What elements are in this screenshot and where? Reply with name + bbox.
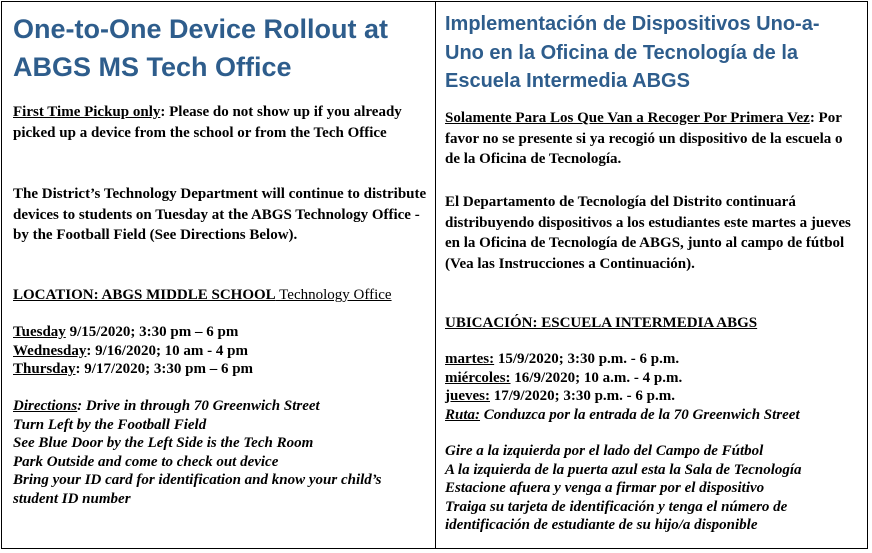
- english-location: [13, 285, 429, 306]
- pickup-label: Solamente Para Los Que Van a Recoger Por Primera Vez: [445, 110, 810, 126]
- schedule-time: : 9/16/2020; 10 am - 4 pm: [86, 342, 249, 359]
- english-district-paragraph: The District’s Technology Department will continue to distribute devices to students on Tuesday at the ABGS Technology Office - by the Football Field (See Directions Below).: [13, 186, 427, 243]
- directions-row: Traiga su tarjeta de identificación y tenga el número de: [445, 498, 788, 515]
- english-directions: [13, 397, 429, 508]
- directions-row: Bring your ID card for identification and know your child’s: [13, 472, 382, 488]
- spanish-title-line: Uno en la Oficina de Tecnología de la: [445, 41, 799, 64]
- directions-row: Turn Left by the Football Field: [13, 416, 207, 433]
- directions-row: student ID number: [13, 490, 131, 507]
- location-label: LOCATION: ABGS MIDDLE SCHOOL: [13, 287, 276, 303]
- schedule-day: Wednesday: [13, 342, 87, 359]
- schedule-day: miércoles:: [445, 369, 511, 386]
- schedule-row: [445, 350, 861, 369]
- spanish-location: UBICACIÓN: ESCUELA INTERMEDIA ABGS: [445, 315, 758, 331]
- schedule-row: [13, 360, 429, 379]
- schedule-time: : 9/17/2020; 3:30 pm – 6 pm: [75, 361, 254, 377]
- schedule-day: Tuesday: [13, 324, 66, 340]
- pickup-text: : Please do not show up if you already picked up a device from the school or from the Tech Office: [13, 104, 402, 141]
- spanish-district-paragraph: El Departamento de Tecnología del Distrito continuará distribuyendo dispositivos a los estudiantes este martes a jueves en la Oficina de Tecnología de ABGS, junto al campo de fútbol (Vea las Instrucciones a Continuación).: [445, 194, 851, 272]
- spanish-pickup-notice: [445, 108, 861, 170]
- english-schedule: [13, 323, 429, 379]
- schedule-row: [445, 369, 861, 388]
- schedule-row: [445, 387, 861, 406]
- route-row: [445, 406, 861, 425]
- spanish-directions: [445, 442, 861, 535]
- spanish-title-line: Implementación de Dispositivos Uno-a-: [445, 13, 820, 35]
- location-tail: Technology Office: [275, 287, 392, 303]
- directions-row: Estacione afuera y venga a firmar por el dispositivo: [445, 480, 765, 496]
- schedule-time: 9/15/2020; 3:30 pm – 6 pm: [65, 324, 239, 340]
- english-title: [13, 10, 428, 86]
- english-column: [2, 2, 436, 548]
- directions-text: : Drive in through 70 Greenwich Street: [77, 398, 320, 414]
- schedule-time: 16/9/2020; 10 a.m. - 4 p.m.: [510, 369, 683, 386]
- directions-row: Gire a la izquierda por el lado del Campo de Fútbol: [445, 443, 764, 459]
- pickup-label: First Time Pickup only: [13, 104, 161, 120]
- directions-row: identificación de estudiante de su hijo/a disponible: [445, 517, 758, 533]
- flyer-table: [1, 1, 868, 549]
- spanish-column: [436, 2, 867, 548]
- directions-row: Park Outside and come to check out device: [13, 453, 279, 470]
- spanish-title: [445, 10, 861, 96]
- route-label: Ruta:: [445, 406, 481, 423]
- schedule-row: [13, 342, 429, 361]
- directions-row: [13, 397, 429, 416]
- schedule-time: 15/9/2020; 3:30 p.m. - 6 p.m.: [494, 351, 680, 367]
- english-pickup-notice: [13, 102, 429, 143]
- schedule-day: Thursday: [13, 361, 76, 377]
- schedule-day: martes:: [445, 351, 495, 367]
- schedule-day: jueves:: [445, 388, 490, 404]
- english-title-line: One-to-One Device Rollout at: [13, 14, 389, 44]
- directions-row: See Blue Door by the Left Side is the Tech Room: [13, 435, 314, 451]
- directions-row: A la izquierda de la puerta azul esta la Sala de Tecnología: [445, 461, 802, 478]
- directions-label: Directions: [13, 398, 78, 414]
- pickup-text: : Por favor no se presente si ya recogió un dispositivo de la escuela o de la Oficina de Tecnología.: [445, 110, 843, 167]
- spanish-schedule: [445, 350, 861, 424]
- schedule-time: 17/9/2020; 3:30 p.m. - 6 p.m.: [490, 388, 675, 404]
- route-text: Conduzca por la entrada de la 70 Greenwich Street: [480, 406, 800, 423]
- schedule-row: [13, 323, 429, 342]
- english-title-line: ABGS MS Tech Office: [13, 52, 292, 82]
- spanish-title-line: Escuela Intermedia ABGS: [445, 70, 690, 92]
